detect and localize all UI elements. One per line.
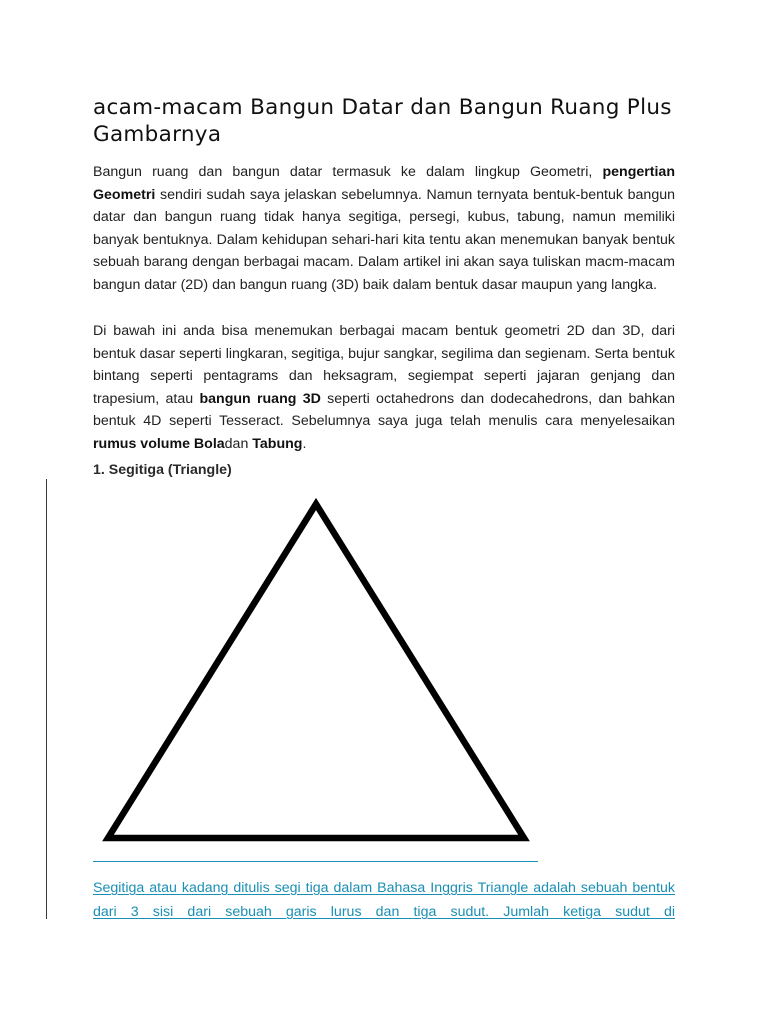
margin-rule <box>46 479 47 919</box>
article-title: acam-macam Bangun Datar dan Bangun Ruang Plus Gambarnya <box>93 95 672 147</box>
intro-bold-geometri: pengertian Geometri <box>93 164 675 203</box>
shapes-text-2: seperti octahedrons dan dodecahedrons, dan bahkan bentuk 4D seperti Tesseract. Sebelumnya saya juga telah menulis cara menyelesaikan <box>93 390 676 430</box>
shapes-text-1: Di bawah ini anda bisa menemukan berbagai macam bentuk geometri 2D dan 3D, dari bentuk dasar seperti lingkaran, segitiga, bujur sangkar, segilima dan segienam. Serta bentuk bintang seperti pentagrams dan heksagram, segiempat seperti jajaran genjang dan trapesium, atau <box>93 323 675 407</box>
shapes-bold-bangun-ruang: bangun ruang 3D <box>199 390 321 407</box>
intro-text-2: sendiri sudah saya jelaskan sebelumnya. Namun ternyata bentuk-bentuk bangun datar dan bangun ruang tidak hanya segitiga, persegi, kubus, tabung, namun memiliki banyak bentuknya. Dalam kehidupan sehari-hari kita tentu akan menemukan banyak bentuk sebuah barang dengan berbagai macam. Dalam artikel ini akan saya tuliskan macm-macam bangun datar (2D) dan bangun ruang (3D) baik dalam bentuk dasar maupun yang langka. <box>93 186 675 293</box>
intro-text-1: Bangun ruang dan bangun datar termasuk ke dalam lingkup Geometri, <box>93 164 603 180</box>
triangle-description-link[interactable]: Segitiga atau kadang ditulis segi tiga dalam Bahasa Inggris Triangle adalah sebuah bentuk dari 3 sisi dari sebuah garis lurus dan tiga sudut. Jumlah ketiga sudut di <box>93 880 675 920</box>
shapes-text-3: dan <box>224 435 253 452</box>
triangle-shape <box>108 504 524 838</box>
shapes-paragraph <box>93 320 675 456</box>
section-heading-segitiga: 1. Segitiga (Triangle) <box>93 462 232 478</box>
triangle-figure <box>100 496 532 848</box>
shapes-text-4: . <box>302 435 307 452</box>
caption-divider <box>93 861 538 862</box>
intro-paragraph <box>93 161 675 297</box>
shapes-bold-tabung: Tabung <box>252 435 303 452</box>
shapes-bold-rumus-volume: rumus volume Bola <box>93 435 225 452</box>
